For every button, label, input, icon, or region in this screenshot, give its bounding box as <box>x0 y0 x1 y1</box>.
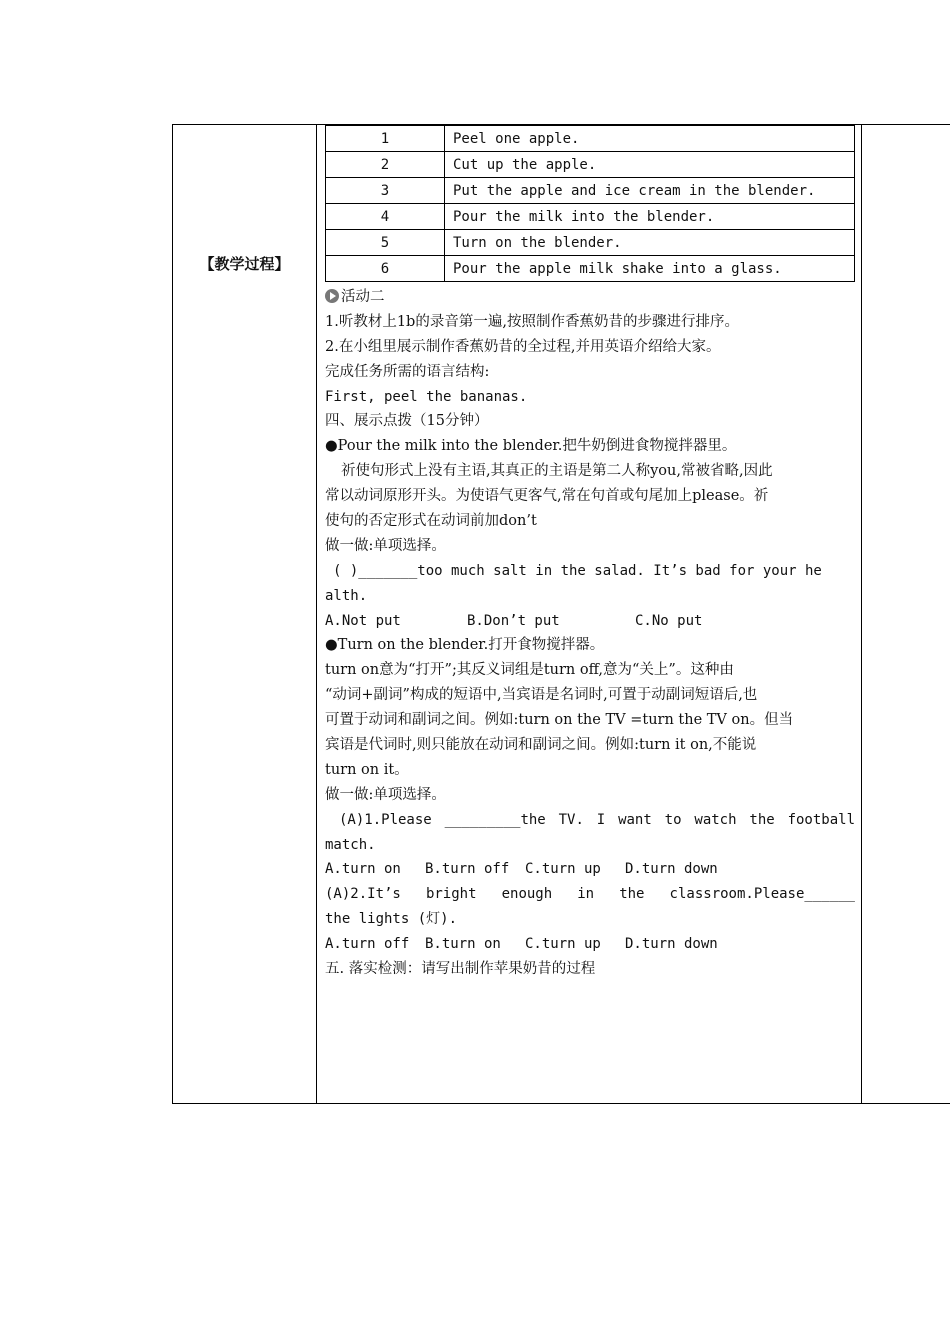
option: A.Not put <box>325 612 401 629</box>
question-line: (A)1.Please _________the TV. I want to watch the football <box>339 811 855 828</box>
column-divider <box>861 125 862 1103</box>
step-text: Peel one apple. <box>445 126 855 152</box>
question-line: ( )_______too much salt in the salad. It’s bad for your he <box>333 562 822 579</box>
activity-item: 2.在小组里展示制作香蕉奶昔的全过程,并用英语介绍给大家。 <box>325 338 721 355</box>
structure-label: 完成任务所需的语言结构: <box>325 363 490 380</box>
option: D.turn down <box>625 936 718 953</box>
explanation-line: turn on意为“打开”;其反义词组是turn off,意为“关上”。这种由 <box>325 662 734 679</box>
table-row <box>326 152 855 178</box>
explanation-line: 祈使句形式上没有主语,其真正的主语是第二人称you,常被省略,因此 <box>341 463 773 480</box>
section-title: 四、展示点拨（15分钟） <box>325 413 489 430</box>
column-divider <box>316 125 317 1103</box>
question-line: the lights (灯). <box>325 911 458 928</box>
question-line: (A)2.It’s bright enough in the classroom.Please______ <box>325 886 855 903</box>
point-heading: ●Turn on the blender.打开食物搅拌器。 <box>325 637 605 654</box>
activity-title: 活动二 <box>325 285 855 310</box>
question-line: alth. <box>325 587 368 604</box>
table-row <box>326 204 855 230</box>
table-row <box>326 256 855 282</box>
explanation-line: turn on it。 <box>325 761 409 778</box>
option: C.No put <box>635 612 703 629</box>
option: D.turn down <box>625 861 718 878</box>
step-text: Cut up the apple. <box>445 152 855 178</box>
steps-table <box>325 125 855 282</box>
play-icon <box>325 289 339 303</box>
table-row <box>326 230 855 256</box>
explanation-line: “动词+副词”构成的短语中,当宾语是名词时,可置于动副词短语后,也 <box>325 687 758 704</box>
step-text: Put the apple and ice cream in the blender. <box>445 178 855 204</box>
explanation-line: 宾语是代词时,则只能放在动词和副词之间。例如:turn it on,不能说 <box>325 737 757 754</box>
point-heading: ●Pour the milk into the blender.把牛奶倒进食物搅拌器里。 <box>325 438 737 455</box>
step-text: Turn on the blender. <box>445 230 855 256</box>
step-number: 2 <box>326 152 445 178</box>
explanation-line: 使句的否定形式在动词前加don’t <box>325 513 537 530</box>
explanation-line: 可置于动词和副词之间。例如:turn on the TV =turn the TV on。但当 <box>325 712 794 729</box>
answer-options <box>325 932 855 957</box>
option: C.turn up <box>525 861 601 878</box>
step-number: 1 <box>326 126 445 152</box>
option: A.turn off <box>325 936 410 953</box>
step-number: 4 <box>326 204 445 230</box>
answer-options <box>325 857 855 882</box>
answer-options <box>325 609 855 634</box>
section-title: 五. 落实检测：请写出制作苹果奶昔的过程 <box>325 961 596 978</box>
section-label: 【教学过程】 <box>199 255 290 273</box>
option: B.turn on <box>425 936 501 953</box>
option: C.turn up <box>525 936 601 953</box>
practice-label: 做一做:单项选择。 <box>325 786 446 803</box>
step-text: Pour the milk into the blender. <box>445 204 855 230</box>
step-text: Pour the apple milk shake into a glass. <box>445 256 855 282</box>
structure-example: First, peel the bananas. <box>325 388 528 405</box>
table-row <box>326 178 855 204</box>
step-number: 5 <box>326 230 445 256</box>
option: A.turn on <box>325 861 401 878</box>
question-line: match. <box>325 836 376 853</box>
step-number: 3 <box>326 178 445 204</box>
option: B.turn off <box>425 861 510 878</box>
practice-label: 做一做:单项选择。 <box>325 537 446 554</box>
step-number: 6 <box>326 256 445 282</box>
table-row <box>326 126 855 152</box>
option: B.Don’t put <box>467 612 560 629</box>
explanation-line: 常以动词原形开头。为使语气更客气,常在句首或句尾加上please。祈 <box>325 488 769 505</box>
activity-item: 1.听教材上1b的录音第一遍,按照制作香蕉奶昔的步骤进行排序。 <box>325 313 739 330</box>
lesson-table <box>172 124 950 1104</box>
lesson-text <box>325 285 855 982</box>
